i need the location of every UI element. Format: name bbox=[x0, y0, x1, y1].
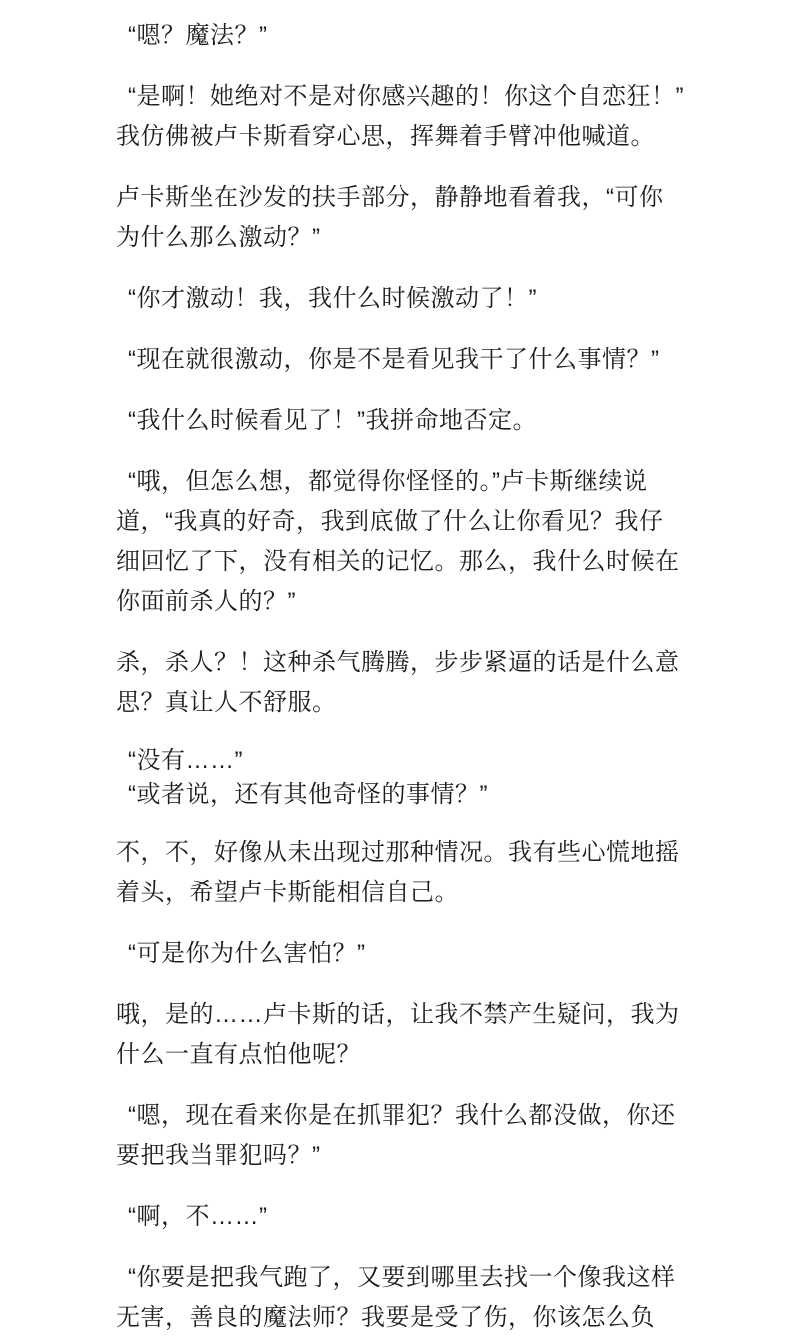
paragraph bbox=[116, 833, 703, 913]
paragraph bbox=[116, 401, 703, 441]
paragraph bbox=[116, 340, 703, 380]
text-line: 细回忆了下，没有相关的记忆。那么，我什么时候在 bbox=[116, 548, 680, 575]
paragraph bbox=[116, 16, 703, 56]
paragraph bbox=[116, 744, 703, 812]
paragraph bbox=[116, 643, 703, 723]
text-line: 我仿佛被卢卡斯看穿心思，挥舞着手臂冲他喊道。 bbox=[116, 123, 655, 150]
text-line: “哦，但怎么想，都觉得你怪怪的。”卢卡斯继续说 bbox=[128, 468, 648, 495]
paragraph bbox=[116, 1096, 703, 1176]
paragraph bbox=[116, 1258, 703, 1338]
text-line: 着头，希望卢卡斯能相信自己。 bbox=[116, 879, 459, 906]
text-line: “我什么时候看见了！”我拼命地否定。 bbox=[128, 407, 537, 434]
text-line: 你面前杀人的？” bbox=[116, 588, 296, 615]
paragraph bbox=[116, 178, 703, 258]
text-line: “现在就很激动，你是不是看见我干了什么事情？” bbox=[128, 346, 660, 373]
text-line: 思？真让人不舒服。 bbox=[116, 689, 337, 716]
text-line: 杀，杀人？！这种杀气腾腾，步步紧逼的话是什么意 bbox=[116, 649, 680, 676]
text-line: “嗯，现在看来你是在抓罪犯？我什么都没做，你还 bbox=[128, 1102, 676, 1129]
text-line: “是啊！她绝对不是对你感兴趣的！你这个自恋狂！” bbox=[128, 83, 684, 110]
paragraph bbox=[116, 462, 703, 622]
paragraph bbox=[116, 279, 703, 319]
text-line: “或者说，还有其他奇怪的事情？” bbox=[128, 781, 488, 808]
text-line: 卢卡斯坐在沙发的扶手部分，静静地看着我，“可你 bbox=[116, 184, 664, 211]
text-line: 要把我当罪犯吗？” bbox=[116, 1142, 321, 1169]
text-line: “可是你为什么害怕？” bbox=[128, 940, 366, 967]
text-line: “你要是把我气跑了，又要到哪里去找一个像我这样 bbox=[128, 1264, 676, 1291]
paragraph bbox=[116, 934, 703, 974]
text-line: 什么一直有点怕他呢？ bbox=[116, 1041, 361, 1068]
paragraph bbox=[116, 995, 703, 1075]
text-line: “你才激动！我，我什么时候激动了！” bbox=[128, 285, 537, 312]
text-line: “嗯？魔法？” bbox=[128, 22, 268, 49]
paragraph bbox=[116, 77, 703, 157]
text-line: 哦，是的……卢卡斯的话，让我不禁产生疑问，我为 bbox=[116, 1001, 680, 1028]
text-line: 不，不，好像从未出现过那种情况。我有些心慌地摇 bbox=[116, 839, 680, 866]
paragraph bbox=[116, 1197, 703, 1237]
text-line: 无害，善良的魔法师？我要是受了伤，你该怎么负 bbox=[116, 1304, 655, 1331]
text-line: “啊，不……” bbox=[128, 1203, 268, 1230]
text-line: 道，“我真的好奇，我到底做了什么让你看见？我仔 bbox=[116, 508, 664, 535]
text-line: 为什么那么激动？” bbox=[116, 224, 321, 251]
text-line: “没有……” bbox=[128, 747, 243, 774]
